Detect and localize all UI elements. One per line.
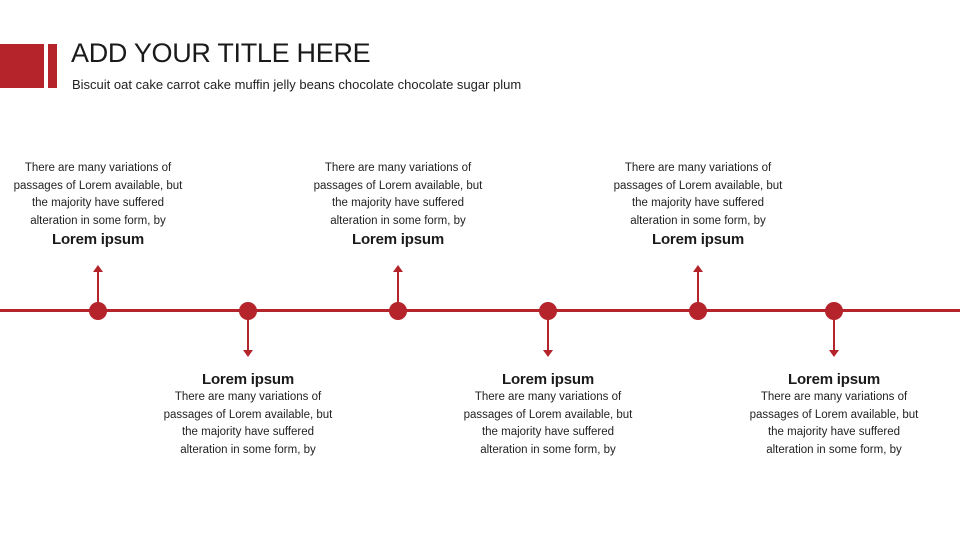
timeline-item-heading: Lorem ipsum bbox=[352, 231, 444, 248]
timeline-dot-2 bbox=[239, 302, 257, 320]
title-accent-block bbox=[0, 44, 44, 88]
timeline-item-heading: Lorem ipsum bbox=[652, 231, 744, 248]
timeline-item-heading: Lorem ipsum bbox=[202, 371, 294, 388]
slide-title: ADD YOUR TITLE HERE bbox=[71, 38, 371, 68]
arrow-up-icon bbox=[93, 265, 103, 302]
timeline-dot-3 bbox=[389, 302, 407, 320]
timeline-item-text: There are many variations of passages of Lorem available, but the majority have suffered alteration in some form, by bbox=[463, 391, 633, 456]
timeline-item-text: There are many variations of passages of Lorem available, but the majority have suffered alteration in some form, by bbox=[749, 391, 919, 456]
timeline-dot-6 bbox=[825, 302, 843, 320]
timeline-item-text: There are many variations of passages of Lorem available, but the majority have suffered alteration in some form, by bbox=[13, 162, 183, 227]
timeline-item-text: There are many variations of passages of Lorem available, but the majority have suffered alteration in some form, by bbox=[313, 162, 483, 227]
slide-subtitle: Biscuit oat cake carrot cake muffin jelly beans chocolate chocolate sugar plum bbox=[72, 77, 522, 92]
timeline-item-6 bbox=[729, 371, 939, 459]
title-accent-stripe bbox=[48, 44, 57, 88]
arrow-down-icon bbox=[829, 319, 839, 357]
timeline-dot-1 bbox=[89, 302, 107, 320]
timeline-line bbox=[0, 309, 960, 312]
timeline-item-heading: Lorem ipsum bbox=[502, 371, 594, 388]
timeline-item-4 bbox=[443, 371, 653, 459]
timeline-item-heading: Lorem ipsum bbox=[52, 231, 144, 248]
timeline-dot-4 bbox=[539, 302, 557, 320]
timeline-item-heading: Lorem ipsum bbox=[788, 371, 880, 388]
timeline-item-1 bbox=[0, 160, 203, 248]
timeline-item-2 bbox=[143, 371, 353, 459]
arrow-up-icon bbox=[393, 265, 403, 302]
timeline-dot-5 bbox=[689, 302, 707, 320]
timeline-item-text: There are many variations of passages of Lorem available, but the majority have suffered alteration in some form, by bbox=[613, 162, 783, 227]
arrow-down-icon bbox=[543, 319, 553, 357]
timeline-item-5 bbox=[593, 160, 803, 248]
timeline-item-text: There are many variations of passages of Lorem available, but the majority have suffered alteration in some form, by bbox=[163, 391, 333, 456]
arrow-down-icon bbox=[243, 319, 253, 357]
timeline-item-3 bbox=[293, 160, 503, 248]
arrow-up-icon bbox=[693, 265, 703, 302]
